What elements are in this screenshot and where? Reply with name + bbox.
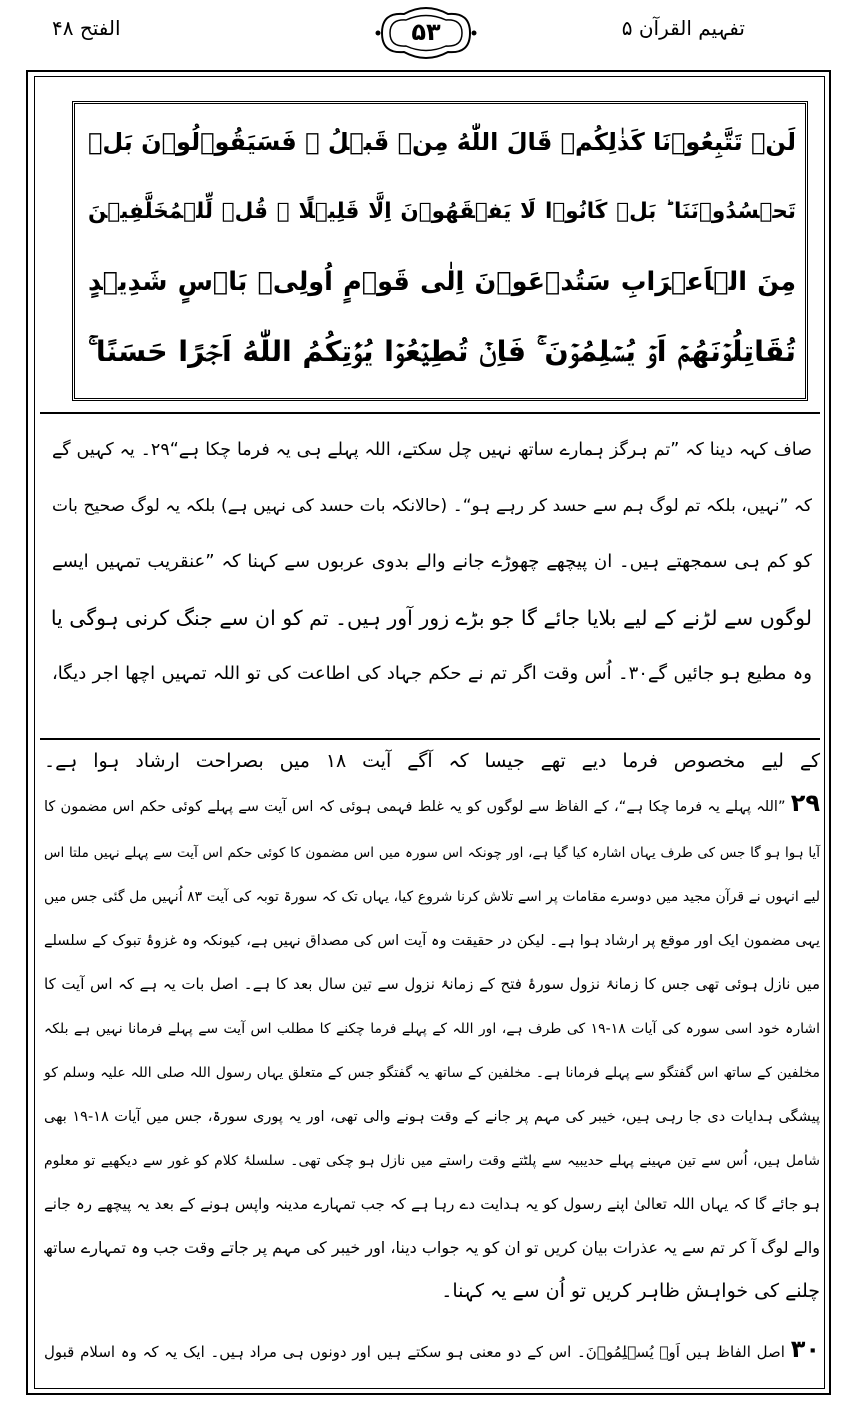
translation-line: وہ مطیع ہو جائیں گے۳۰۔ اُس وقت اگر تم نے حکم جہاد کی اطاعت کی تو اللہ تمہیں اچھا اجر دیگا، — [52, 663, 812, 684]
footnote-number: ۲۹ — [790, 789, 820, 817]
translation-line: کو کم ہی سمجھتے ہیں۔ ان پیچھے چھوڑے جانے والے بدوی عربوں سے کہنا کہ ”عنقریب تمہیں ایسے — [52, 551, 812, 572]
footnote-line — [44, 834, 820, 868]
footnote-line — [44, 1098, 820, 1132]
surah-title: الفتح ۴۸ — [52, 16, 121, 40]
footnote-text: والے لوگ آ کر تم سے یہ عذرات بیان کریں تو ان کو یہ جواب دینا، اور خیبر کی مہم پر جاتے وقت جب وہ تمہارے ساتھ — [43, 1238, 820, 1257]
footnote-text: لیے انہوں نے قرآن مجید میں دوسرے مقامات پر اسے تلاش کرنا شروع کیا، یہاں تک کہ سورۃ توبہ کی آیت ۸۳ اُنہیں مل گئی جس میں — [44, 889, 820, 905]
page-header — [0, 0, 841, 66]
footnote-text: ”اللہ پہلے یہ فرما چکا ہے“، کے الفاظ سے لوگوں کو یہ غلط فہمی ہوئی کہ اس آیت سے پہلے کوئی حکم اس مضمون کا — [44, 799, 786, 815]
section-divider — [40, 412, 820, 414]
footnote-text: چلنے کی خواہش ظاہر کریں تو اُن سے یہ کہنا۔ — [441, 1280, 820, 1302]
book-title: تفہیم القرآن ۵ — [621, 16, 745, 40]
footnote-line — [44, 1054, 820, 1088]
verse-line: مِنَ الۡاَعۡرَابِ سَتُدۡعَوۡنَ اِلٰى قَوۡمٍ اُولِىۡ بَاۡسٍ شَدِيۡدٍ — [88, 267, 796, 297]
footnote-line — [44, 1334, 820, 1367]
footnote-text: مخلفین کے ساتھ اس گفتگو سے پہلے فرمانا ہے۔ مخلفین کے ساتھ یہ گفتگو جس کے متعلق یہاں رسول اللہ صلی اللہ علیہ وسلم کو — [44, 1065, 820, 1081]
page-number-ornament — [374, 6, 478, 60]
footnote-line — [44, 1230, 820, 1263]
verse-line: تُقَاتِلُوۡنَهُمۡ اَوۡ يُسۡلِمُوۡنَ ۚ فَاِنۡ تُطِيۡعُوۡا يُؤۡتِكُمُ اللّٰهُ اَجۡرًا حَسَنًا ۚ — [88, 335, 796, 368]
footnote-text: کے لیے مخصوص فرما دیے تھے جیسا کہ آگے آیت ۱۸ میں بصراحت ارشاد ہوا ہے۔ — [44, 750, 820, 772]
translation-line: کہ ”نہیں، بلکہ تم لوگ ہم سے حسد کر رہے ہو“۔ (حالانکہ بات حسد کی نہیں ہے) بلکہ یہ لوگ صحیح بات — [52, 496, 812, 516]
footnote-text: اصل الفاظ ہیں اَوۡ یُسۡلِمُوۡنَ۔ اس کے دو معنی ہو سکتے ہیں اور دونوں ہی مراد ہیں۔ ایک یہ کہ وہ اسلام قبول — [44, 1343, 785, 1361]
footnote-number: ۳۰ — [790, 1335, 820, 1363]
footnote-line — [44, 744, 820, 776]
footnote-text: اشارہ خود اسی سورہ کی آیات ۱۸-۱۹ کی طرف ہے، اور اللہ کے پہلے فرما چکنے کا مطلب اس آیت سے پہلے فرمانا نہیں ہے بلکہ — [44, 1021, 821, 1037]
footnote-line — [44, 922, 820, 956]
footnote-line — [44, 1142, 820, 1176]
footnote-text: میں نازل ہوئی تھی جس کا زمانۂ نزول سورۂ فتح کے زمانۂ نزول سے تین سال بعد کا ہے۔ اصل بات یہ ہے کہ اس آیت کا — [44, 975, 820, 993]
footnote-line — [44, 878, 820, 912]
footnote-text: یہی مضمون ایک اور موقع پر ارشاد ہوا ہے۔ لیکن در حقیقت وہ آیت اس کی مصداق نہیں ہے، کیونکہ وہ غزوۂ تبوک کے سلسلے — [44, 933, 820, 949]
footnote-text: شامل ہیں، اُس سے تین مہینے پہلے حدیبیہ سے پلٹتے وقت راستے میں نازل ہو چکی تھی۔ سلسلۂ کلام کو غور سے دیکھیے تو معلوم — [44, 1153, 820, 1169]
translation-line: لوگوں سے لڑنے کے لیے بلایا جائے گا جو بڑے زور آور ہیں۔ تم کو ان سے جنگ کرنی ہوگی یا — [50, 606, 812, 630]
footnote-line — [44, 1186, 820, 1219]
footnote-line — [44, 788, 820, 822]
translation-line: صاف کہہ دینا کہ ”تم ہرگز ہمارے ساتھ نہیں چل سکتے، اللہ پہلے ہی یہ فرما چکا ہے“۲۹۔ یہ کہیں گے — [52, 440, 813, 460]
footnote-text: پیشگی ہدایات دی جا رہی ہیں، خیبر کی مہم پر جانے کے وقت ہونے والی تھی، اور یہ پوری سورۃ، جس میں آیات ۱۸-۱۹ بھی — [44, 1109, 821, 1125]
footnote-line — [44, 1274, 820, 1306]
footnote-text: آیا ہوا ہو گا جس کی طرف یہاں اشارہ کیا گیا ہے، اور چونکہ اس سورہ میں اس مضمون کا کوئی حکم اس آیت سے پہلے نہیں ملتا اس — [44, 845, 820, 861]
footnote-line — [44, 966, 820, 999]
footnote-divider — [40, 738, 820, 740]
verse-line: لَنۡ تَتَّبِعُوۡنَا كَذٰلِكُمۡ قَالَ اللّٰهُ مِنۡ قَبۡلُ ۚ فَسَيَقُوۡلُوۡنَ بَلۡ — [87, 128, 796, 156]
footnote-line — [44, 1010, 820, 1044]
page-number: ۵۳ — [411, 18, 441, 46]
verse-line: تَحۡسُدُوۡنَنَا ؕ بَلۡ كَانُوۡا لَا يَفۡقَهُوۡنَ اِلَّا قَلِيۡلًا ۞ قُلۡ لِّلۡمُخَلَّفِيۡنَ — [88, 199, 796, 224]
footnote-text: ہو جائے گا کہ یہاں اللہ تعالیٰ اپنے رسول کو یہ ہدایت دے رہا ہے کہ جب تمہارے مدینہ واپس ہونے کے بعد یہ پیچھے رہ جانے — [44, 1195, 820, 1213]
